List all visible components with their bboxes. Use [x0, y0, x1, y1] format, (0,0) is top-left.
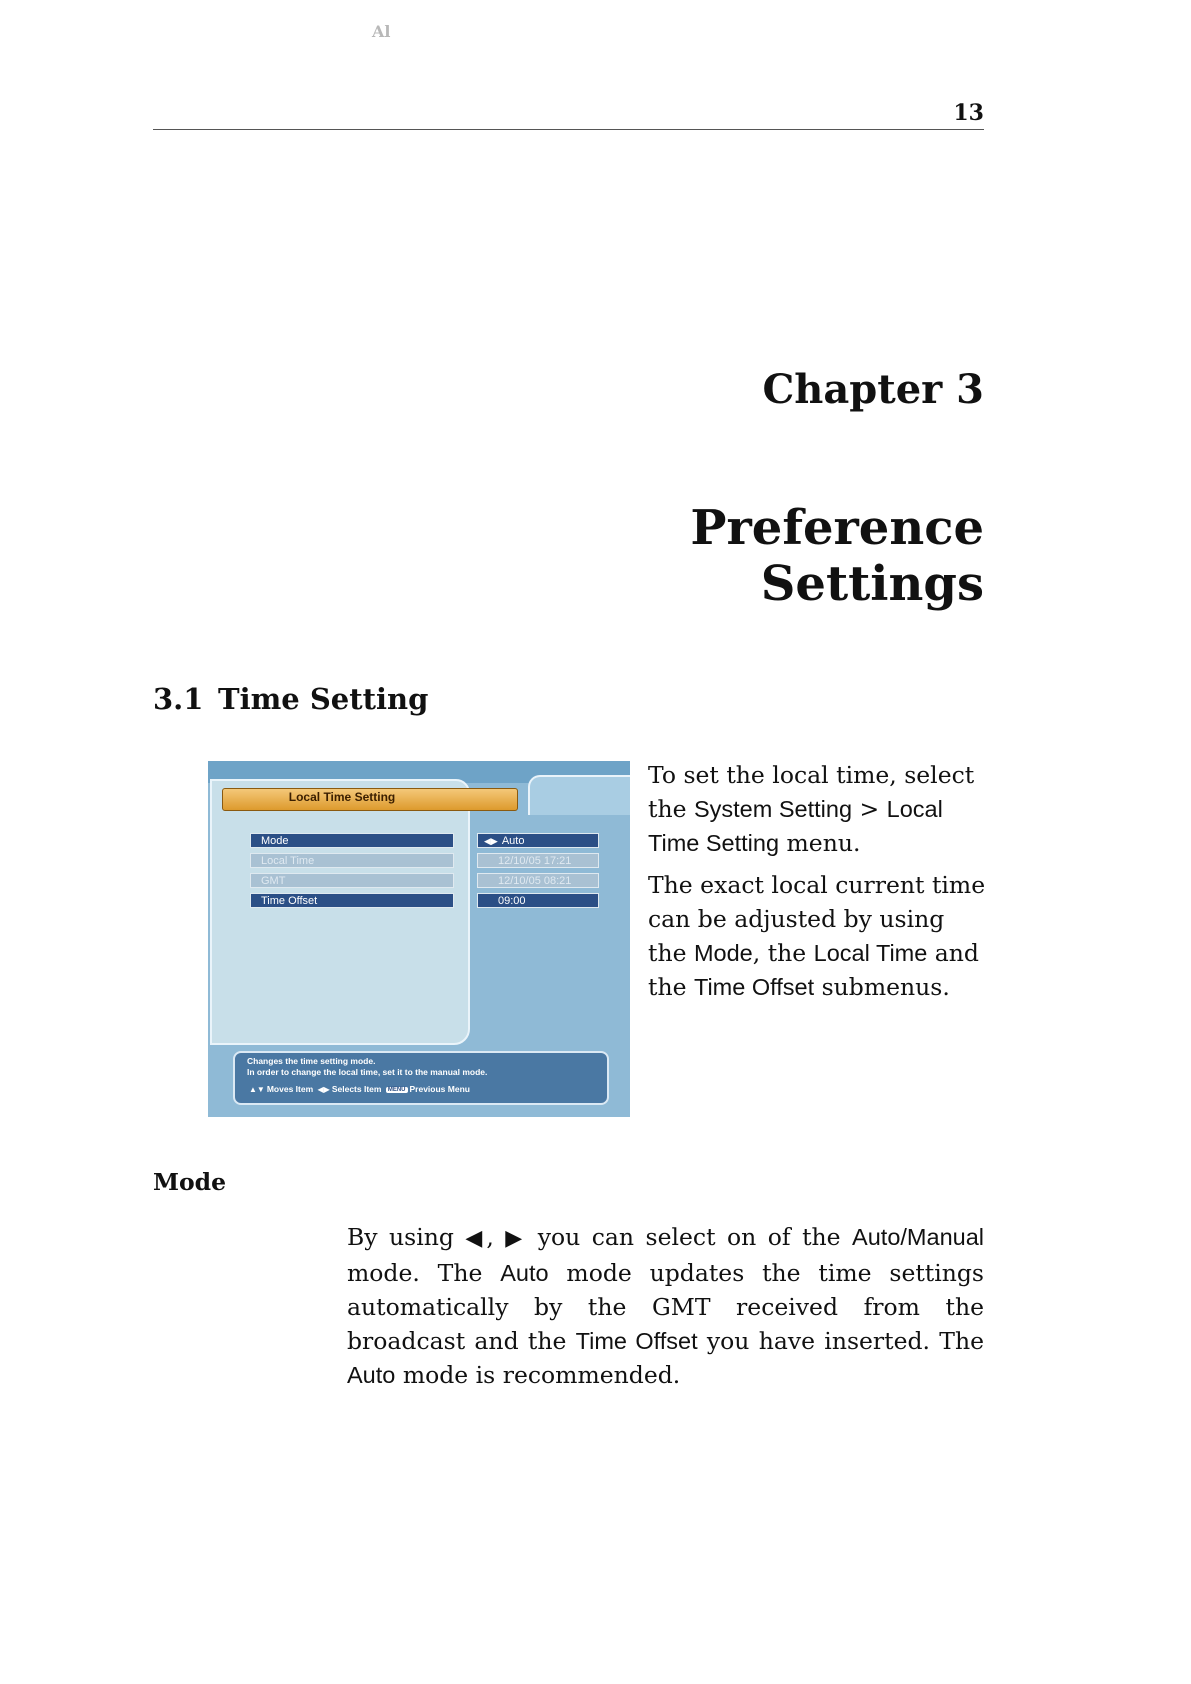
- term-auto-2: Auto: [347, 1362, 396, 1388]
- term-auto-manual: Auto/Manual: [852, 1224, 984, 1250]
- osd-row-time-offset-label[interactable]: Time Offset: [250, 893, 454, 908]
- osd-row-mode-value[interactable]: [477, 833, 599, 848]
- left-right-arrows-icon: ◀▶: [484, 836, 498, 846]
- hint-moves-item: Moves Item: [266, 1084, 314, 1094]
- osd-row-time-offset-value[interactable]: 09:00: [477, 893, 599, 908]
- osd-row-mode-label[interactable]: Mode: [250, 833, 454, 848]
- chapter-title: Preference Settings: [690, 500, 984, 612]
- up-down-icon: ▲▼: [249, 1085, 265, 1094]
- mode-heading: Mode: [153, 1168, 227, 1196]
- osd-title: Local Time Setting: [288, 790, 396, 804]
- right-triangle-icon: ▶: [505, 1226, 527, 1251]
- term-time-offset-2: Time Offset: [575, 1328, 698, 1354]
- osd-right-tab: [528, 775, 630, 815]
- osd-help-line-2: In order to change the local time, set it to the manual mode.: [247, 1067, 488, 1077]
- section-title: Time Setting: [218, 682, 429, 716]
- page-number: 13: [953, 100, 984, 126]
- term-time-offset: Time Offset: [693, 974, 815, 1000]
- term-auto: Auto: [500, 1260, 549, 1286]
- intro-paragraph-1: To set the local time, select the System Setting > Local Time Setting menu.: [648, 761, 975, 857]
- hint-previous-menu: Previous Menu: [409, 1084, 470, 1094]
- osd-row-local-time-value: 12/10/05 17:21: [477, 853, 599, 868]
- term-local-time: Local Time: [813, 940, 928, 966]
- osd-row-gmt-value: 12/10/05 08:21: [477, 873, 599, 888]
- chapter-label: Chapter 3: [762, 366, 984, 413]
- menu-key-icon: MENU: [387, 1087, 406, 1093]
- header-rule: [153, 129, 984, 130]
- osd-key-hints: [247, 1084, 470, 1094]
- osd-help-line-1: Changes the time setting mode.: [247, 1056, 376, 1066]
- hint-selects-item: Selects Item: [331, 1084, 382, 1094]
- term-local-time-setting: Local Time Setting: [648, 796, 943, 856]
- osd-row-local-time-label: Local Time: [250, 853, 454, 868]
- osd-mode-value-text: Auto: [501, 835, 525, 847]
- term-system-setting: System Setting: [693, 796, 853, 822]
- menu-screenshot: [208, 761, 630, 1117]
- left-right-icon: ◀▶: [317, 1085, 330, 1094]
- osd-menu-panel: [210, 779, 470, 1045]
- intro-text: [648, 758, 988, 1012]
- mode-body-text: By using ◀, ▶ you can select on of the Auto/Manual mode. The Auto mode updates the time settings automatically by the GMT received from the broadcast and the Time Offset you have inserted. The Auto mode is recommended.: [347, 1223, 985, 1389]
- intro-paragraph-2: The exact local current time can be adjusted by using the Mode, the Local Time and the Time Offset submenus.: [648, 871, 986, 1001]
- osd-row-gmt-label: GMT: [250, 873, 454, 888]
- osd-help-box: [233, 1051, 609, 1105]
- corner-mark: Al: [372, 22, 391, 41]
- term-mode: Mode: [693, 940, 753, 966]
- left-triangle-icon: ◀: [465, 1226, 487, 1251]
- section-number: 3.1: [153, 682, 204, 716]
